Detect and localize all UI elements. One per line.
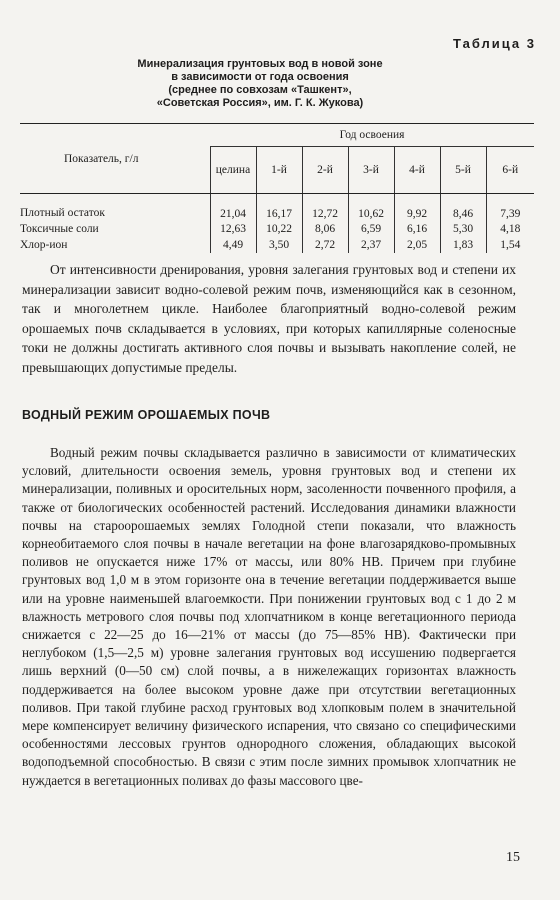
table-cell: 1,83 xyxy=(440,237,486,253)
column-header: 3-й xyxy=(348,147,394,194)
year-group-header: Год освоения xyxy=(210,124,534,147)
table-cell: 3,50 xyxy=(256,237,302,253)
table-label: Таблица 3 xyxy=(452,36,536,51)
table-row xyxy=(20,221,534,237)
column-header: 6-й xyxy=(486,147,534,194)
table-cell: 7,39 xyxy=(486,194,534,222)
table-cell: 16,17 xyxy=(256,194,302,222)
table-cell: 12,63 xyxy=(210,221,256,237)
page-number: 15 xyxy=(506,850,520,865)
table-cell: 1,54 xyxy=(486,237,534,253)
mineralization-table xyxy=(20,123,534,253)
row-name: Токсичные соли xyxy=(20,223,99,235)
row-name: Хлор-ион xyxy=(20,239,68,251)
caption-line: Минерализация грунтовых вод в новой зоне xyxy=(137,58,383,70)
caption-line: «Советская Россия», им. Г. К. Жукова) xyxy=(156,97,364,109)
table-caption xyxy=(60,58,460,110)
table-row xyxy=(20,237,534,253)
table-cell: 12,72 xyxy=(302,194,348,222)
table-cell: 10,62 xyxy=(348,194,394,222)
table-cell: 21,04 xyxy=(210,194,256,222)
table-cell: 8,46 xyxy=(440,194,486,222)
table-row xyxy=(20,194,534,222)
section-heading: ВОДНЫЙ РЕЖИМ ОРОШАЕМЫХ ПОЧВ xyxy=(22,408,271,422)
table-cell: 6,59 xyxy=(348,221,394,237)
row-name: Плотный остаток xyxy=(20,207,105,219)
table-cell: 2,37 xyxy=(348,237,394,253)
table-cell: 4,49 xyxy=(210,237,256,253)
column-header: целина xyxy=(210,147,256,194)
table-cell: 4,18 xyxy=(486,221,534,237)
column-header: 5-й xyxy=(440,147,486,194)
caption-line: (среднее по совхозам «Ташкент», xyxy=(168,84,352,96)
paragraph-drainage: От интенсивности дренирования, уровня залегания грунтовых вод и степени их минерализации зависит водно-солевой режим почв, изменяющийся как в сезонном, так и многолетнем цикле. Наиболее благоприятный водно-солевой режим орошаемых почв складывается в условиях, при которых капиллярные соленосные токи не должны достигать активного слоя почвы и вызывать накопление солей, не превышающих допустимые пределы. xyxy=(22,262,516,375)
column-header: 4-й xyxy=(394,147,440,194)
column-header: 2-й xyxy=(302,147,348,194)
caption-line: в зависимости от года освоения xyxy=(171,71,349,83)
table-cell: 6,16 xyxy=(394,221,440,237)
table-cell: 2,72 xyxy=(302,237,348,253)
table-cell: 8,06 xyxy=(302,221,348,237)
table-cell: 2,05 xyxy=(394,237,440,253)
table-cell: 9,92 xyxy=(394,194,440,222)
column-header: 1-й xyxy=(256,147,302,194)
table-cell: 10,22 xyxy=(256,221,302,237)
table-cell: 5,30 xyxy=(440,221,486,237)
paragraph-water-regime: Водный режим почвы складывается различно в зависимости от климатических условий, длительности освоения земель, уровня грунтовых вод и степени их минерализации, поливных и оросительных норм, засоленности почвенного профиля, а также от биологических особенностей растений. Исследования динамики влажности почвы на староорошаемых землях Голодной степи показали, что влажность корнеобитаемого слоя почвы в начале вегетации на фоне влагозарядково-промывных поливов не опускается ниже 17% от массы, или 80% НВ. Причем при глубине грунтовых вод 1,0 м в этом горизонте она в течение вегетации поддерживается выше или на уровне наименьшей влагоемкости. При понижении грунтовых вод с 1 до 2 м влажность метрового слоя почвы под хлопчатником в конце вегетационного периода снижается с 22—25 до 16—21% от массы (до 75—85% НВ). Фактически при неглубоком (1,5—2,5 м) уровне залегания грунтовых вод иссушению подвергается лишь верхний (0—50 см) слой почвы, а в нижележащих горизонтах влажность поддерживается на более высоком уровне даже при отсутствии вегетационных поливов. При такой глубине расход грунтовых вод хлопковым полем в значительной мере компенсирует величину физического испарения, что связано со специфическими особенностями лессовых грунтов однородного сложения, обладающих высокой водоподъемной способностью. В связи с этим после зимних промывок хлопчатник не нуждается в вегетационных поливах до фазы массового цве- xyxy=(22,445,516,788)
param-header: Показатель, г/л xyxy=(20,124,210,194)
